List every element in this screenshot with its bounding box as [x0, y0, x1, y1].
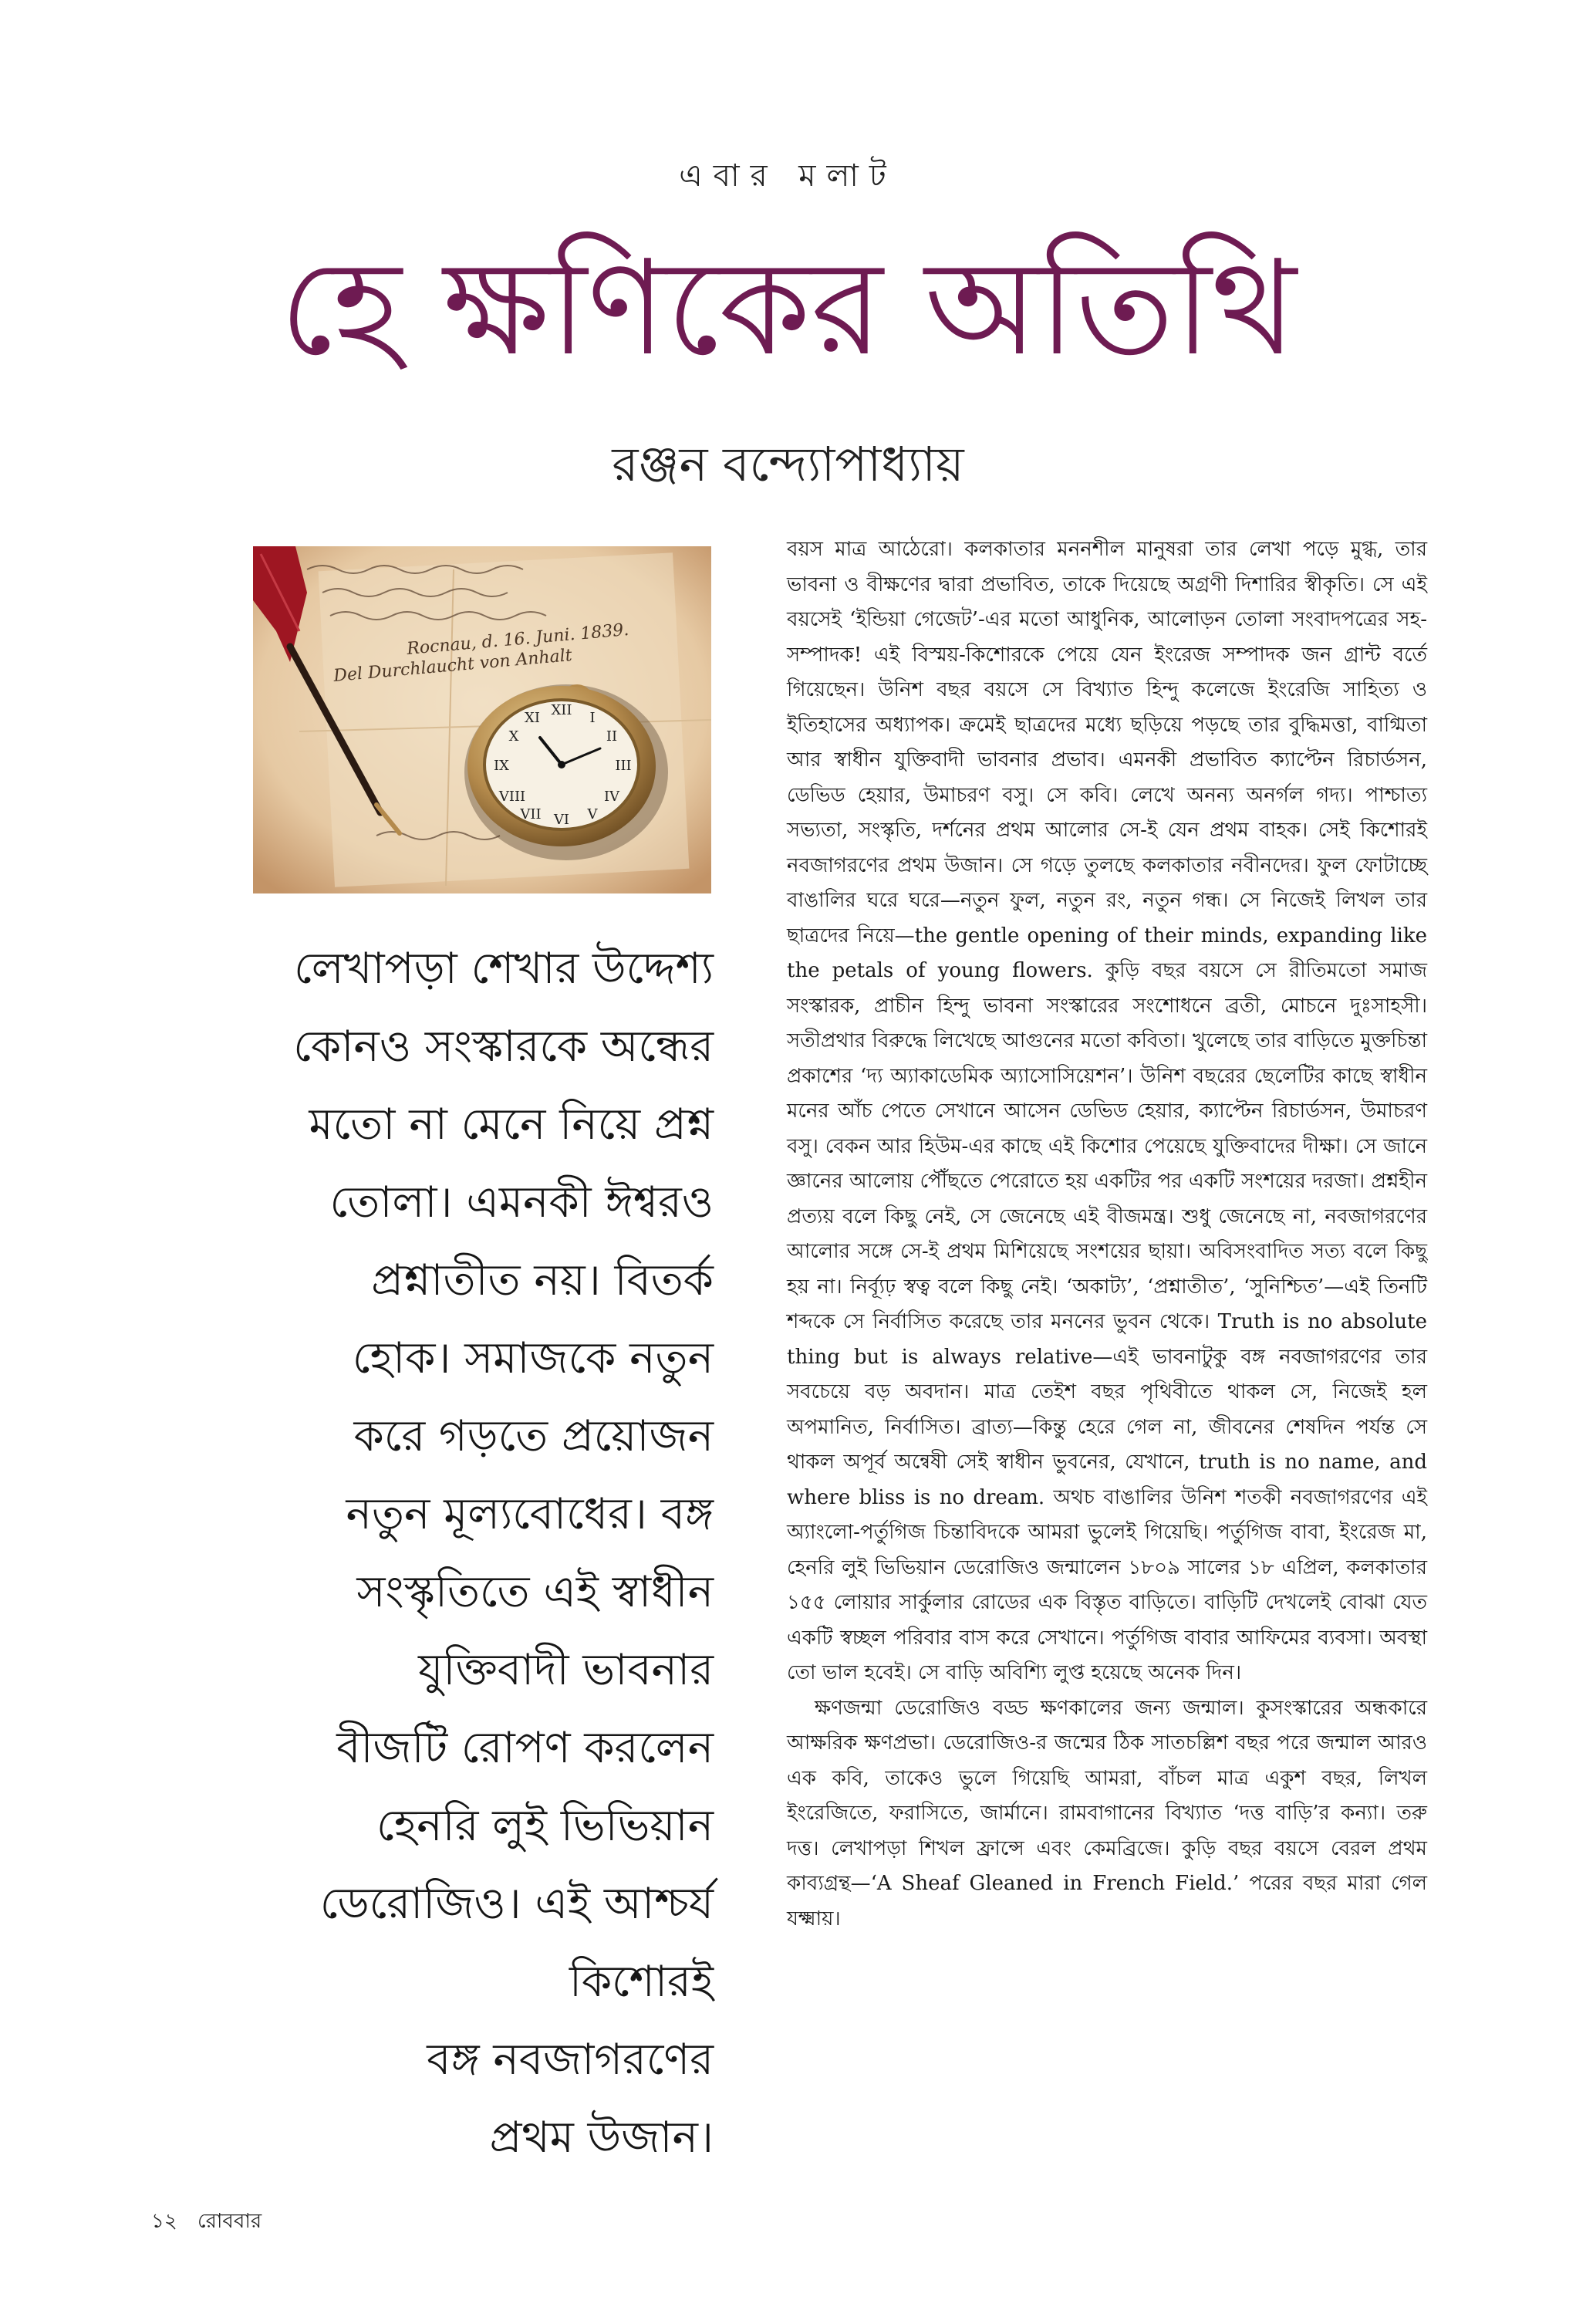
- pull-quote-line: যুক্তিবাদী ভাবনার: [418, 1645, 714, 1695]
- pull-quote-line: সংস্কৃতিতে এই স্বাধীন: [356, 1567, 714, 1617]
- article-photo: [253, 546, 711, 893]
- page-number: ১২: [151, 2210, 177, 2233]
- svg-text:IV: IV: [603, 789, 620, 805]
- letter-and-pocket-watch-illustration: [253, 546, 711, 893]
- letter-line: Del Durchlaucht von Anhalt: [332, 646, 573, 686]
- pull-quote-line: হেনরি লুই ভিভিয়ান: [376, 1801, 714, 1851]
- svg-text:V: V: [587, 806, 598, 823]
- author-byline: রঞ্জন বন্দ্যোপাধ্যায়: [612, 436, 964, 492]
- article-paragraph: ক্ষণজন্মা ডেরোজিও বড্ড ক্ষণকালের জন্য জন্মাল। কুসংস্কারের অন্ধকারে আক্ষরিক ক্ষণপ্রভা। ডেরোজিও-র জন্মের ঠিক সাতচল্লিশ বছর পরে জন্মাল আরও এক কবি, তাকেও ভুলে গিয়েছি আমরা, বাঁচল মাত্র একুশ বছর, লিখল ইংরেজিতে, ফরাসিতে, জার্মানে। রামবাগানের বিখ্যাত ‘দত্ত বাড়ি’র কন্যা। তরু দত্ত। লেখাপড়া শিখল ফ্রান্সে এবং কেমব্রিজে। কুড়ি বছর বয়সে বেরল প্রথম কাব্যগ্রন্থ—‘A Sheaf Gleaned in French Field.’ পরের বছর মারা গেল যক্ষ্মায়।: [787, 1696, 1427, 1930]
- pull-quote-line: নতুন মূল্যবোধের। বঙ্গ: [346, 1489, 714, 1539]
- article-headline: হে ক্ষণিকের অতিথি: [279, 232, 1297, 385]
- pull-quote-line: করে গড়তে প্রয়োজন: [353, 1411, 714, 1461]
- pocket-watch: [464, 684, 668, 860]
- pull-quote-line: ডেরোজিও। এই আশ্চর্য: [319, 1879, 714, 1929]
- pull-quote-line: হোক। সমাজকে নতুন: [352, 1333, 714, 1383]
- pull-quote-line: কিশোরই: [569, 1957, 714, 2007]
- pull-quote-line: প্রথম উজান।: [489, 2113, 714, 2163]
- pull-quote: [116, 930, 714, 2177]
- svg-text:I: I: [589, 710, 596, 726]
- magazine-name: রোববার: [197, 2210, 262, 2233]
- svg-text:X: X: [508, 728, 519, 745]
- article-body: [787, 532, 1427, 1937]
- article-paragraph: বয়স মাত্র আঠেরো। কলকাতার মননশীল মানুষরা তার লেখা পড়ে মুগ্ধ, তার ভাবনা ও বীক্ষণের দ্বারা প্রভাবিত, তাকে দিয়েছে অগ্রণী দিশারির স্বীকৃতি। সে এই বয়সেই ‘ইন্ডিয়া গেজেট’-এর মতো আধুনিক, আলোড়ন তোলা সংবাদপত্রের সহ-সম্পাদক! এই বিস্ময়-কিশোরকে পেয়ে যেন ইংরেজ সম্পাদক জন গ্রান্ট বর্তে গিয়েছেন। উনিশ বছর বয়সে সে বিখ্যাত হিন্দু কলেজে ইংরেজি সাহিত্য ও ইতিহাসের অধ্যাপক। ক্রমেই ছাত্রদের মধ্যে ছড়িয়ে পড়ছে তার বুদ্ধিমত্তা, বাগ্মিতা আর স্বাধীন যুক্তিবাদী ভাবনার প্রভাব। এমনকী প্রভাবিত ক্যাপ্টেন রিচার্ডসন, ডেভিড হেয়ার, উমাচরণ বসু। সে কবি। লেখে অনন্য অনর্গল গদ্য। পাশ্চাত্য সভ্যতা, সংস্কৃতি, দর্শনের প্রথম আলোর সে-ই যেন প্রথম বাহক। সেই কিশোরই নবজাগরণের প্রথম উজান। সে গড়ে তুলছে কলকাতার নবীনদের। ফুল ফোটাচ্ছে বাঙালির ঘরে ঘরে—নতুন ফুল, নতুন রং, নতুন গন্ধ। সে নিজেই লিখল তার ছাত্রদের নিয়ে—the gentle opening of their minds, expanding like the petals of young flowers. কুড়ি বছর বয়সে সে রীতিমতো সমাজ সংস্কারক, প্রাচীন হিন্দু ভাবনা সংস্কারের সংশোধনে ব্রতী, মোচনে দুঃসাহসী। সতীপ্রথার বিরুদ্ধে লিখেছে আগুনের মতো কবিতা। খুলেছে তার বাড়িতে মুক্তচিন্তা প্রকাশের ‘দ্য অ্যাকাডেমিক অ্যাসোসিয়েশন’। উনিশ বছরের ছেলেটির কাছে স্বাধীন মনের আঁচ পেতে সেখানে আসেন ডেভিড হেয়ার, ক্যাপ্টেন রিচার্ডসন, উমাচরণ বসু। বেকন আর হিউম-এর কাছে এই কিশোর পেয়েছে যুক্তিবাদের দীক্ষা। সে জানে জ্ঞানের আলোয় পৌঁছতে পেরোতে হয় একটির পর একটি সংশয়ের দরজা। প্রশ্নহীন প্রত্যয় বলে কিছু নেই, সে জেনেছে এই বীজমন্ত্র। শুধু জেনেছে না, নবজাগরণের আলোর সঙ্গে সে-ই প্রথম মিশিয়েছে সংশয়ের ছায়া। অবিসংবাদিত সত্য বলে কিছু হয় না। নির্ব্যূঢ় স্বত্ব বলে কিছু নেই। ‘অকাট্য’, ‘প্রশ্নাতীত’, ‘সুনিশ্চিত’—এই তিনটি শব্দকে সে নির্বাসিত করেছে তার মননের ভুবন থেকে। Truth is no absolute thing but is always relative—এই ভাবনাটুকু বঙ্গ নবজাগরণের তার সবচেয়ে বড় অবদান। মাত্র তেইশ বছর পৃথিবীতে থাকল সে, নিজেই হল অপমানিত, নির্বাসিত। ব্রাত্য—কিন্তু হেরে গেল না, জীবনের শেষদিন পর্যন্ত সে থাকল অপূর্ব অন্বেষী সেই স্বাধীন ভুবনের, যেখানে, truth is no name, and where bliss is no dream. অথচ বাঙালির উনিশ শতকী নবজাগরণের এই অ্যাংলো-পর্তুগিজ চিন্তাবিদকে আমরা ভুলেই গিয়েছি। পর্তুগিজ বাবা, ইংরেজ মা, হেনরি লুই ভিভিয়ান ডেরোজিও জন্মালেন ১৮০৯ সালের ১৮ এপ্রিল, কলকাতার ১৫৫ লোয়ার সার্কুলার রোডের এক বিস্তৃত বাড়িতে। বাড়িটি দেখলেই বোঝা যেত একটি স্বচ্ছল পরিবার বাস করে সেখানে। পর্তুগিজ বাবার আফিমের ব্যবসা। অবস্থা তো ভাল হবেই। সে বাড়ি অবিশ্যি লুপ্ত হয়েছে অনেক দিন।: [787, 538, 1427, 1684]
- pull-quote-line: মতো না মেনে নিয়ে প্রশ্ন: [309, 1100, 714, 1150]
- pull-quote-line: তোলা। এমনকী ঈশ্বরও: [329, 1177, 714, 1228]
- letter-line: Rocnau, d. 16. Juni. 1839.: [406, 620, 630, 659]
- pull-quote-line: লেখাপড়া শেখার উদ্দেশ্য: [294, 944, 714, 994]
- svg-text:IX: IX: [494, 758, 509, 774]
- pull-quote-line: কোনও সংস্কারকে অন্ধের: [293, 1022, 714, 1072]
- svg-text:VII: VII: [520, 806, 542, 823]
- svg-text:VI: VI: [553, 812, 570, 828]
- svg-text:II: II: [606, 728, 618, 745]
- svg-text:VIII: VIII: [498, 789, 526, 805]
- pull-quote-line: বঙ্গ নবজাগরণের: [427, 2035, 714, 2085]
- pull-quote-line: প্রশ্নাতীত নয়। বিতর্ক: [371, 1255, 714, 1306]
- page-footer: [151, 2205, 262, 2239]
- svg-text:XI: XI: [525, 710, 540, 726]
- section-kicker: এবার মলাট: [679, 158, 897, 194]
- svg-text:III: III: [615, 758, 632, 774]
- svg-text:XII: XII: [551, 702, 572, 718]
- pull-quote-line: বীজটি রোপণ করলেন: [336, 1723, 714, 1773]
